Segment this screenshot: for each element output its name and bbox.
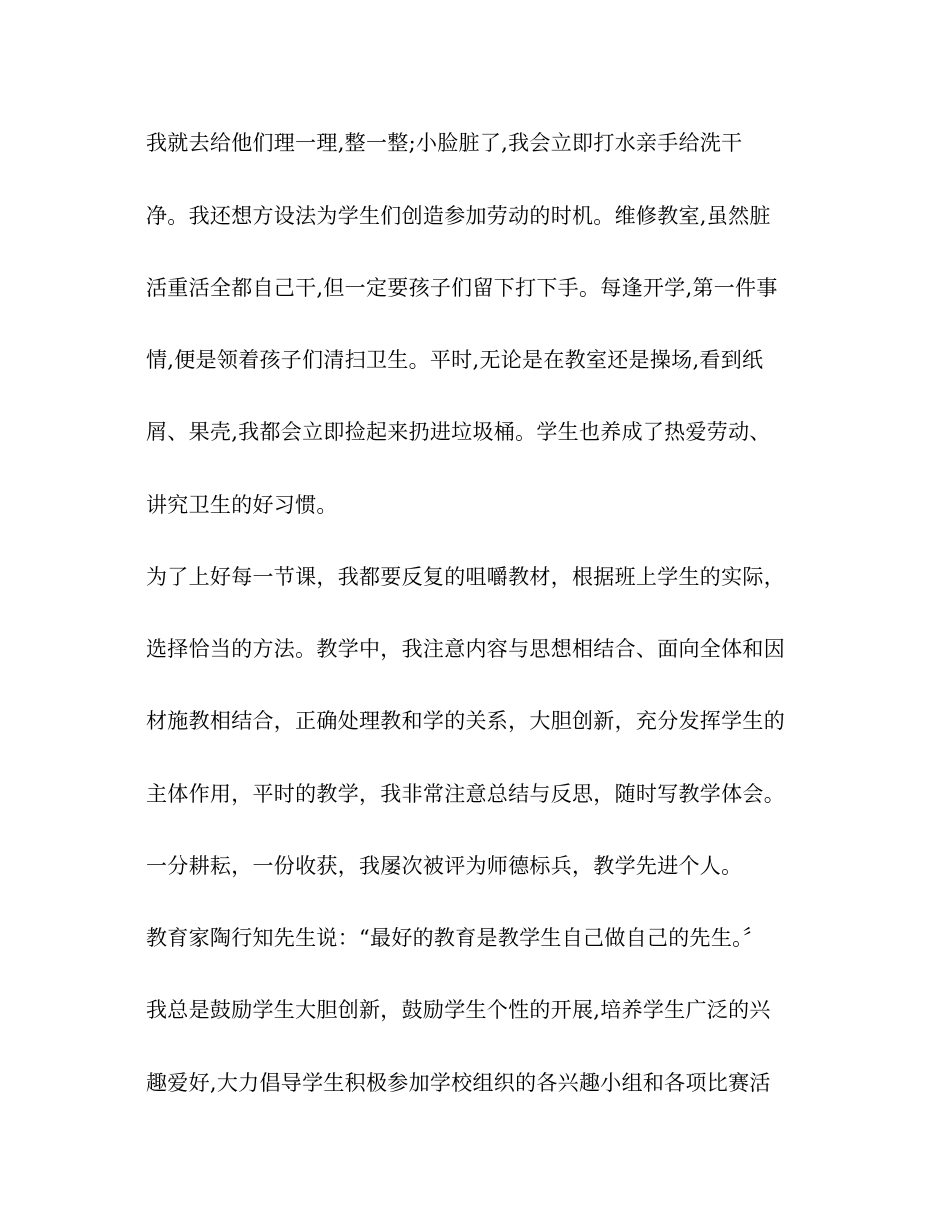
text-line: 教育家陶行知先生说：“最好的教育是教学生自己做自己的先生。〞 xyxy=(146,926,765,950)
text-line: 选择恰当的方法。教学中，我注意内容与思想相结合、面向全体和因 xyxy=(146,637,785,661)
text-line: 一分耕耘，一份收获，我屡次被评为师德标兵，教学先进个人。 xyxy=(146,854,743,878)
text-line: 情,便是领着孩子们清扫卫生。平时,无论是在教室还是操场,看到纸 xyxy=(146,348,764,372)
text-line: 活重活全都自己干,但一定要孩子们留下打下手。每逢开学,第一件事 xyxy=(146,276,778,300)
text-line: 材施教相结合，正确处理教和学的关系，大胆创新，充分发挥学生的 xyxy=(146,709,785,733)
text-line: 我总是鼓励学生大胆创新，鼓励学生个性的开展,培养学生广泛的兴 xyxy=(146,998,771,1022)
text-line: 趣爱好,大力倡导学生积极参加学校组织的各兴趣小组和各项比赛活 xyxy=(146,1071,771,1095)
text-line: 净。我还想方设法为学生们创造参加劳动的时机。维修教室,虽然脏 xyxy=(146,204,771,228)
text-line: 我就去给他们理一理,整一整;小脸脏了,我会立即打水亲手给洗干 xyxy=(146,131,743,155)
text-line: 为了上好每一节课，我都要反复的咀嚼教材，根据班上学生的实际， xyxy=(146,565,785,589)
text-line: 讲究卫生的好习惯。 xyxy=(146,493,338,517)
text-line: 主体作用，平时的教学，我非常注意总结与反思，随时写教学体会。 xyxy=(146,782,785,806)
text-line: 屑、果壳,我都会立即捡起来扔进垃圾桶。学生也养成了热爱劳动、 xyxy=(146,420,771,444)
